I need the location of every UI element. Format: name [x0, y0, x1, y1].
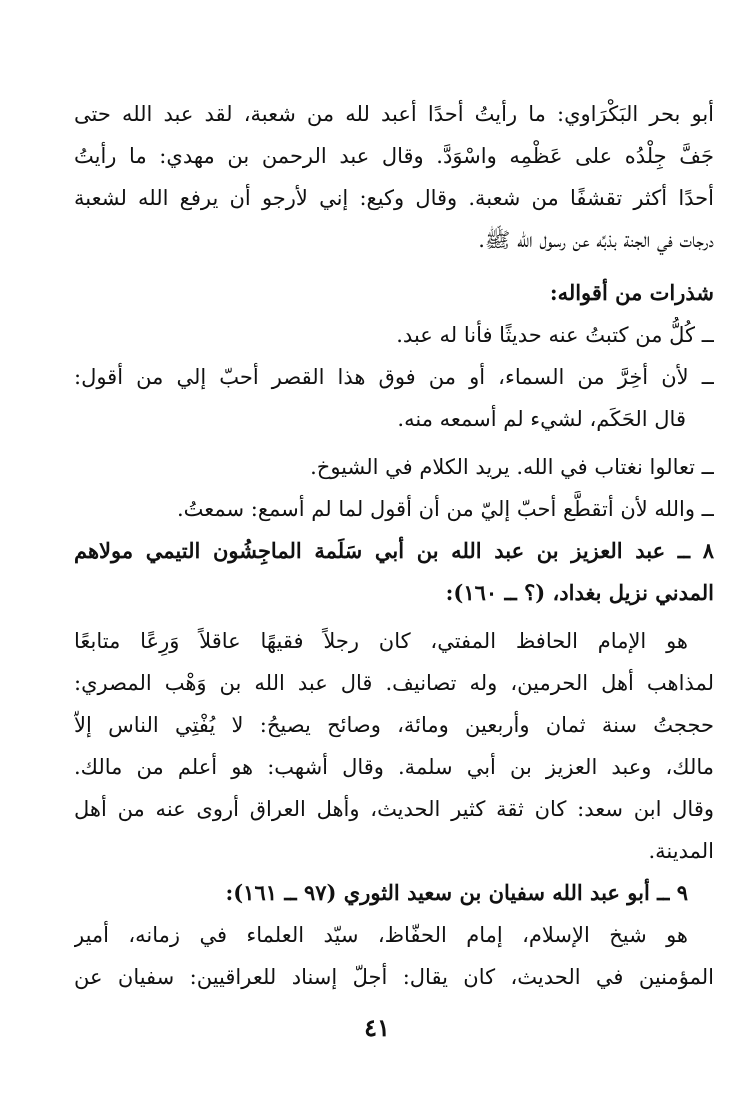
text-line-3: أحدًا أكثر تقشفًا من شعبة. وقال وكيع: إني لأرجو أن يرفع الله لشعبة	[74, 186, 714, 210]
entry-8-text-5: وقال ابن سعد: كان ثقة كثير الحديث، وأهل العراق أروى عنه من أهل	[74, 797, 714, 821]
text-line-2: جَفَّ جِلْدُه على عَظْمِه واسْوَدَّ. وقال عبد الرحمن بن مهدي: ما رأيتُ	[74, 144, 714, 168]
section-heading-sayings: شذرات من أقواله:	[549, 280, 714, 305]
saying-3: ــ تعالوا نغتاب في الله. يريد الكلام في الشيوخ.	[310, 455, 714, 479]
entry-8-text-2: لمذاهب أهل الحرمين، وله تصانيف. قال عبد الله بن وَهْب المصري:	[74, 671, 714, 695]
entry-9-heading: ٩ ــ أبو عبد الله سفيان بن سعيد الثوري (٩٧ ــ ١٦١):	[225, 880, 688, 905]
entry-8-text-1: هو الإمام الحافظ المفتي، كان رجلاً فقيهًا عاقلاً وَرِعًا متابعًا	[74, 629, 688, 653]
saying-1: ــ كُلُّ من كتبتُ عنه حديثًا فأنا له عبد.	[396, 323, 714, 347]
entry-8-heading-continued: المدني نزيل بغداد، (؟ ــ ١٦٠):	[445, 580, 714, 605]
text-line-1: أبو بحر البَكْرَاوي: ما رأيتُ أحدًا أعبد لله من شعبة، لقد عبد الله حتى	[74, 102, 714, 126]
saying-4: ــ والله لأن أتقطَّع أحبّ إليّ من أن أقول لما لم أسمع: سمعتُ.	[176, 497, 714, 521]
page-number: ٤١	[364, 1013, 390, 1042]
entry-8-heading: ٨ ــ عبد العزيز بن عبد الله بن أبي سَلَمة الماجِشُون التيمي مولاهم	[74, 538, 714, 563]
saying-2-continued: قال الحَكَم، لشيء لم أسمعه منه.	[397, 407, 686, 431]
entry-8-text-3: حججتُ سنة ثمان وأربعين ومائة، وصائح يصيحُ: لا يُفْتِي الناس إلاّ	[74, 713, 714, 737]
entry-8-text-6: المدينة.	[648, 839, 714, 863]
entry-9-text-2: المؤمنين في الحديث، كان يقال: أجلّ إسناد للعراقيين: سفيان عن	[74, 965, 714, 989]
saying-2: ــ لأن أخِرَّ من السماء، أو من فوق هذا القصر أحبّ إلي من أقول:	[74, 365, 714, 389]
text-line-4: درجات في الجنة بذبِّه عن رسول الله ﷺ.	[478, 228, 714, 252]
entry-9-text-1: هو شيخ الإسلام، إمام الحفّاظ، سيّد العلماء في زمانه، أمير	[74, 923, 688, 947]
entry-8-text-4: مالك، وعبد العزيز بن أبي سلمة. وقال أشهب: هو أعلم من مالك.	[74, 755, 714, 779]
